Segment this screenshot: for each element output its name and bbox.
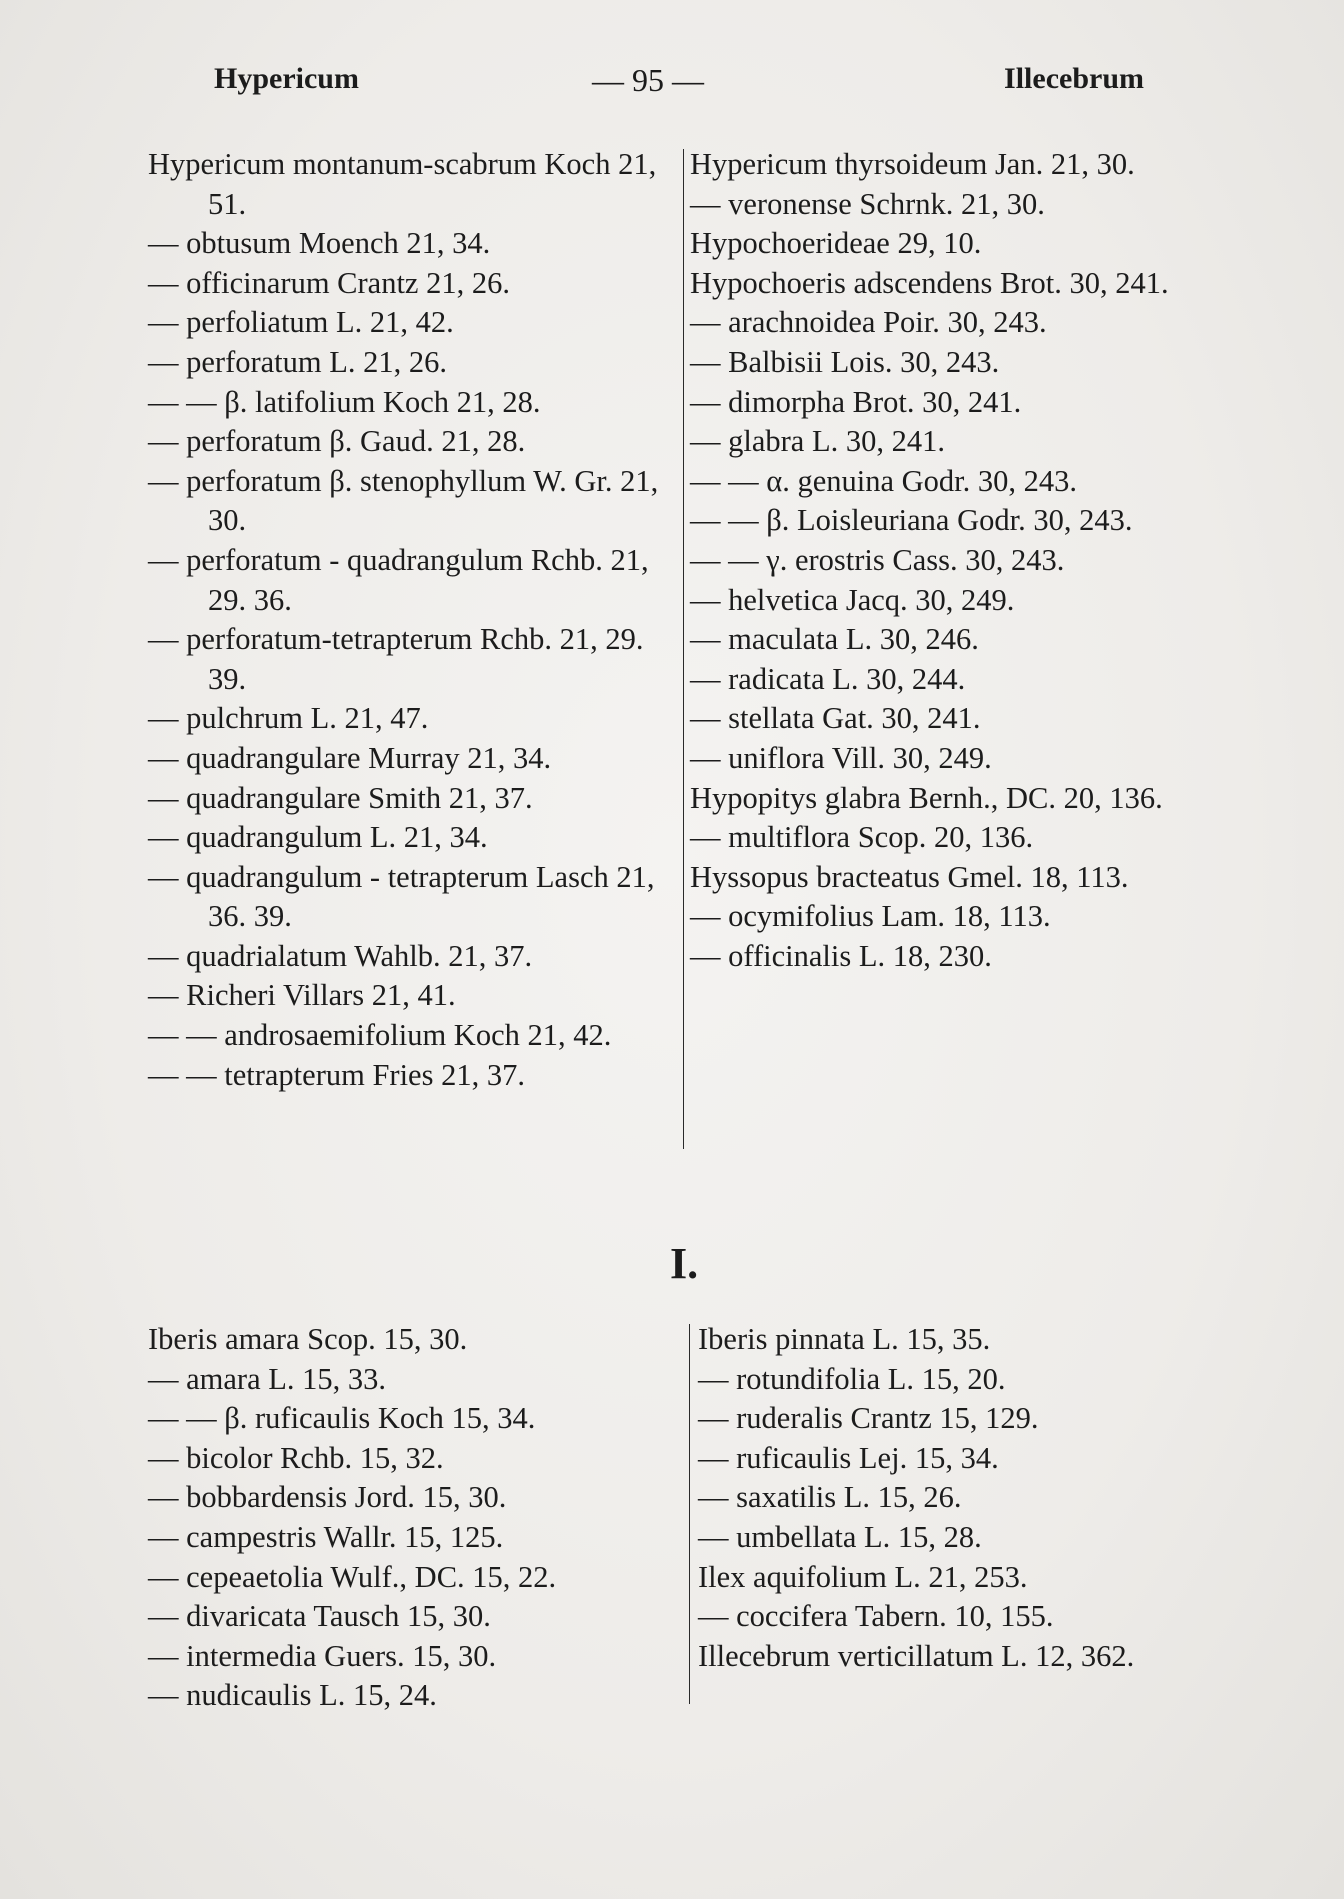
index-entry: — quadrangulum L. 21, 34.: [148, 820, 488, 855]
index-column-right: [690, 145, 1210, 976]
index-entry: — quadrangulare Murray 21, 34.: [148, 740, 552, 775]
index-entry: — — β. ruficaulis Koch 15, 34.: [148, 1401, 536, 1436]
index-entry: — quadrialatum Wahlb. 21, 37.: [148, 938, 533, 973]
index-entry: Illecebrum verticillatum L. 12, 362.: [698, 1638, 1135, 1673]
index-entry: Hyssopus bracteatus Gmel. 18, 113.: [690, 859, 1129, 894]
index-entry: — amara L. 15, 33.: [148, 1361, 386, 1396]
index-entry: — officinarum Crantz 21, 26.: [148, 265, 510, 300]
index-entry: — campestris Wallr. 15, 125.: [148, 1519, 504, 1554]
index-entry: — cepeaetolia Wulf., DC. 15, 22.: [148, 1559, 557, 1594]
index-entry: — — γ. erostris Cass. 30, 243.: [690, 542, 1065, 577]
index-entry: — glabra L. 30, 241.: [690, 424, 945, 459]
index-entry: — perforatum - quadrangulum Rchb. 21, 29. 36.: [148, 542, 649, 617]
index-entry: — perforatum β. stenophyllum W. Gr. 21, 30.: [148, 463, 659, 538]
index-entry: — officinalis L. 18, 230.: [690, 938, 992, 973]
index-entry: — — tetrapterum Fries 21, 37.: [148, 1057, 525, 1092]
index-entry: — saxatilis L. 15, 26.: [698, 1480, 962, 1515]
index-entry: — ocymifolius Lam. 18, 113.: [690, 899, 1051, 934]
column-divider: [689, 1324, 690, 1704]
index-entry: — helvetica Jacq. 30, 249.: [690, 582, 1015, 617]
index-entry: Hypericum thyrsoideum Jan. 21, 30.: [690, 147, 1135, 181]
header-right-term: Illecebrum: [1004, 62, 1144, 95]
index-column-left: [148, 1320, 673, 1716]
index-entry: — obtusum Moench 21, 34.: [148, 226, 491, 261]
index-column-left: [148, 145, 668, 1095]
index-entry: — quadrangulum - tetrapterum Lasch 21, 36. 39.: [148, 859, 655, 934]
index-entry: — Richeri Villars 21, 41.: [148, 978, 456, 1013]
index-entry: — pulchrum L. 21, 47.: [148, 701, 429, 736]
index-entry: — perforatum β. Gaud. 21, 28.: [148, 424, 526, 459]
index-entry: Hypericum montanum-scabrum Koch 21, 51.: [148, 147, 657, 221]
index-entry: Iberis pinnata L. 15, 35.: [698, 1322, 991, 1356]
index-block-h: [148, 145, 1228, 1165]
index-entry: — multiflora Scop. 20, 136.: [690, 820, 1034, 855]
index-entry: — nudicaulis L. 15, 24.: [148, 1678, 437, 1713]
index-entry: — maculata L. 30, 246.: [690, 622, 979, 657]
index-entry: — divaricata Tausch 15, 30.: [148, 1599, 491, 1634]
index-entry: — ruderalis Crantz 15, 129.: [698, 1401, 1039, 1436]
index-entry: — — β. Loisleuriana Godr. 30, 243.: [690, 503, 1133, 538]
index-block-i: [148, 1320, 1228, 1720]
index-entry: Hypopitys glabra Bernh., DC. 20, 136.: [690, 780, 1163, 815]
index-entry: Iberis amara Scop. 15, 30.: [148, 1322, 468, 1356]
index-entry: — umbellata L. 15, 28.: [698, 1519, 982, 1554]
index-entry: — arachnoidea Poir. 30, 243.: [690, 305, 1047, 340]
index-entry: — radicata L. 30, 244.: [690, 661, 966, 696]
index-column-right: [698, 1320, 1218, 1676]
index-entry: — intermedia Guers. 15, 30.: [148, 1638, 497, 1673]
index-entry: — perfoliatum L. 21, 42.: [148, 305, 454, 340]
running-header: [214, 62, 1144, 112]
index-entry: — veronense Schrnk. 21, 30.: [690, 186, 1045, 221]
index-entry: — stellata Gat. 30, 241.: [690, 701, 981, 736]
index-entry: — rotundifolia L. 15, 20.: [698, 1361, 1006, 1396]
index-entry: Hypochoeris adscendens Brot. 30, 241.: [690, 265, 1169, 300]
header-left-term: Hypericum: [214, 62, 359, 95]
index-entry: — Balbisii Lois. 30, 243.: [690, 344, 1000, 379]
index-entry: Hypochoerideae 29, 10.: [690, 226, 982, 261]
index-entry: — perforatum-tetrapterum Rchb. 21, 29. 39.: [148, 622, 644, 696]
section-letter: I.: [670, 1239, 699, 1288]
index-entry: — uniflora Vill. 30, 249.: [690, 740, 992, 775]
index-entry: — bicolor Rchb. 15, 32.: [148, 1440, 444, 1475]
index-entry: — — α. genuina Godr. 30, 243.: [690, 463, 1078, 498]
index-entry: — — β. latifolium Koch 21, 28.: [148, 384, 541, 419]
index-entry: — ruficaulis Lej. 15, 34.: [698, 1440, 999, 1475]
index-entry: — — androsaemifolium Koch 21, 42.: [148, 1018, 612, 1053]
index-entry: — dimorpha Brot. 30, 241.: [690, 384, 1022, 419]
index-entry: — perforatum L. 21, 26.: [148, 344, 447, 379]
column-divider: [683, 149, 684, 1149]
page-number: — 95 —: [592, 62, 704, 98]
index-entry: Ilex aquifolium L. 21, 253.: [698, 1559, 1028, 1594]
index-entry: — quadrangulare Smith 21, 37.: [148, 780, 533, 815]
index-entry: — coccifera Tabern. 10, 155.: [698, 1599, 1054, 1634]
index-entry: — bobbardensis Jord. 15, 30.: [148, 1480, 507, 1515]
